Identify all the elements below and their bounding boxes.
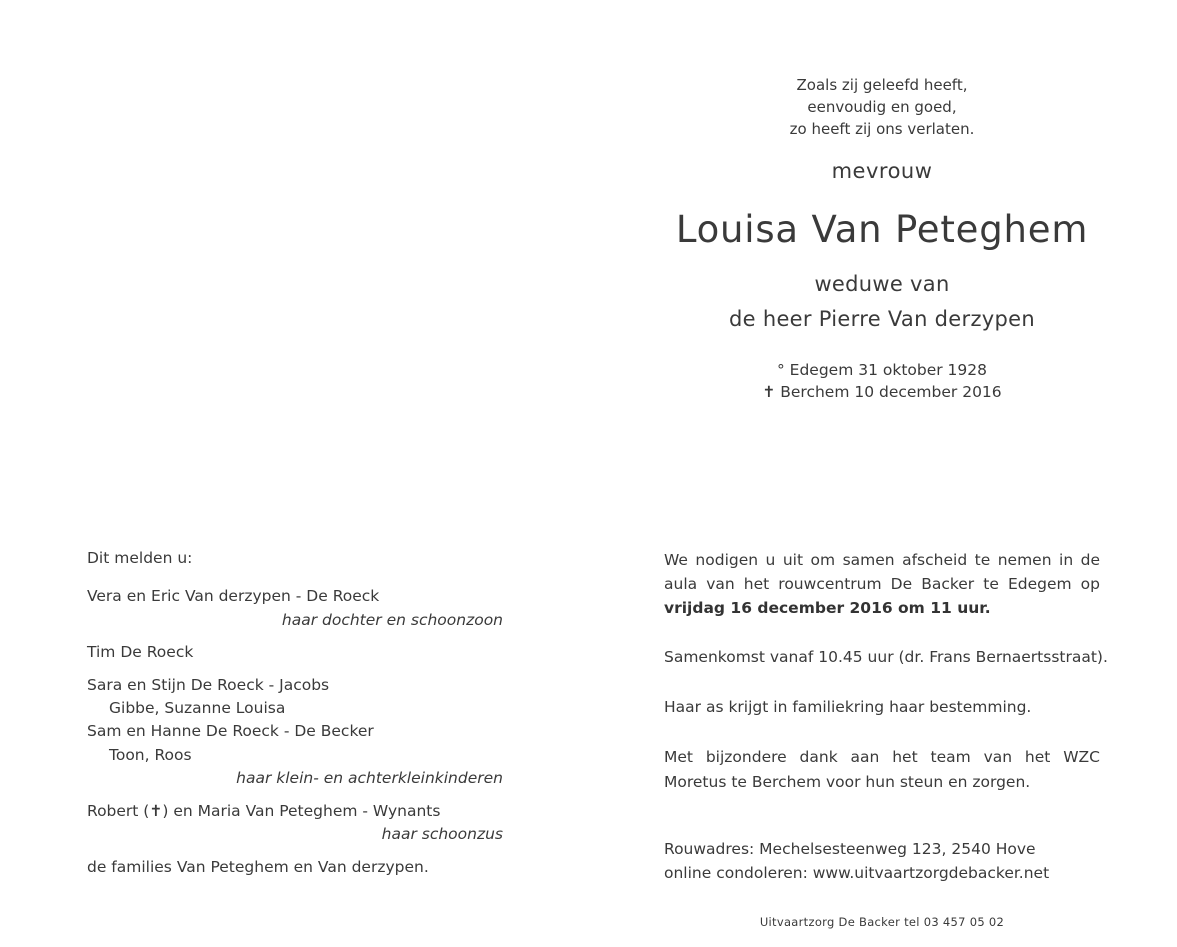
footer-funeral-home: Uitvaartzorg De Backer tel 03 457 05 02 (759, 915, 1005, 929)
announcer-subentry: Toon, Roos (109, 746, 192, 764)
announcer-subentry: Gibbe, Suzanne Louisa (109, 699, 286, 717)
salutation: mevrouw (831, 159, 933, 183)
announcers-intro: Dit melden u: (87, 549, 193, 567)
relation-label: haar schoonzus (381, 825, 503, 843)
ceremony-datetime-text: vrijdag 16 december 2016 om 11 uur. (664, 599, 991, 617)
mourning-address: Rouwadres: Mechelsesteenweg 123, 2540 Hove (664, 840, 1036, 858)
announcer-entry: de families Van Peteghem en Van derzypen. (87, 858, 429, 876)
thanks-line-2: Moretus te Berchem voor hun steun en zorgen. (664, 773, 1031, 791)
relation-label: haar dochter en schoonzoon (281, 611, 503, 629)
spouse-name: de heer Pierre Van derzypen (729, 307, 1035, 331)
verse-line-2: eenvoudig en goed, (807, 98, 957, 116)
relation-label: haar klein- en achterkleinkinderen (236, 769, 503, 787)
invitation-line-2: aula van het rouwcentrum De Backer te Edegem op (664, 575, 1100, 593)
deceased-name: Louisa Van Peteghem (675, 208, 1089, 251)
life-dates (590, 359, 1174, 403)
announcer-entry: Sam en Hanne De Roeck - De Becker (87, 722, 374, 740)
verse (590, 74, 1174, 140)
announcer-entry: Tim De Roeck (87, 643, 194, 661)
thanks-line-1: Met bijzondere dank aan het team van het WZC (664, 748, 1100, 766)
verse-line-3: zo heeft zij ons verlaten. (789, 120, 975, 138)
invitation-line-1: We nodigen u uit om samen afscheid te nemen in de (664, 551, 1100, 569)
ceremony-datetime (664, 596, 991, 620)
verse-line-1: Zoals zij geleefd heeft, (796, 76, 968, 94)
announcer-entry: Robert (✝) en Maria Van Peteghem - Wynants (87, 802, 441, 820)
relation: weduwe van (814, 272, 950, 296)
ashes-info: Haar as krijgt in familiekring haar bestemming. (664, 698, 1032, 716)
birth-line: ° Edegem 31 oktober 1928 (776, 361, 988, 379)
death-line: ✝ Berchem 10 december 2016 (762, 383, 1002, 401)
announcer-entry: Sara en Stijn De Roeck - Jacobs (87, 676, 330, 694)
online-condolences: online condoleren: www.uitvaartzorgdebacker.net (664, 864, 1050, 882)
gathering-info: Samenkomst vanaf 10.45 uur (dr. Frans Bernaertsstraat). (664, 648, 1108, 666)
announcer-entry: Vera en Eric Van derzypen - De Roeck (87, 587, 380, 605)
